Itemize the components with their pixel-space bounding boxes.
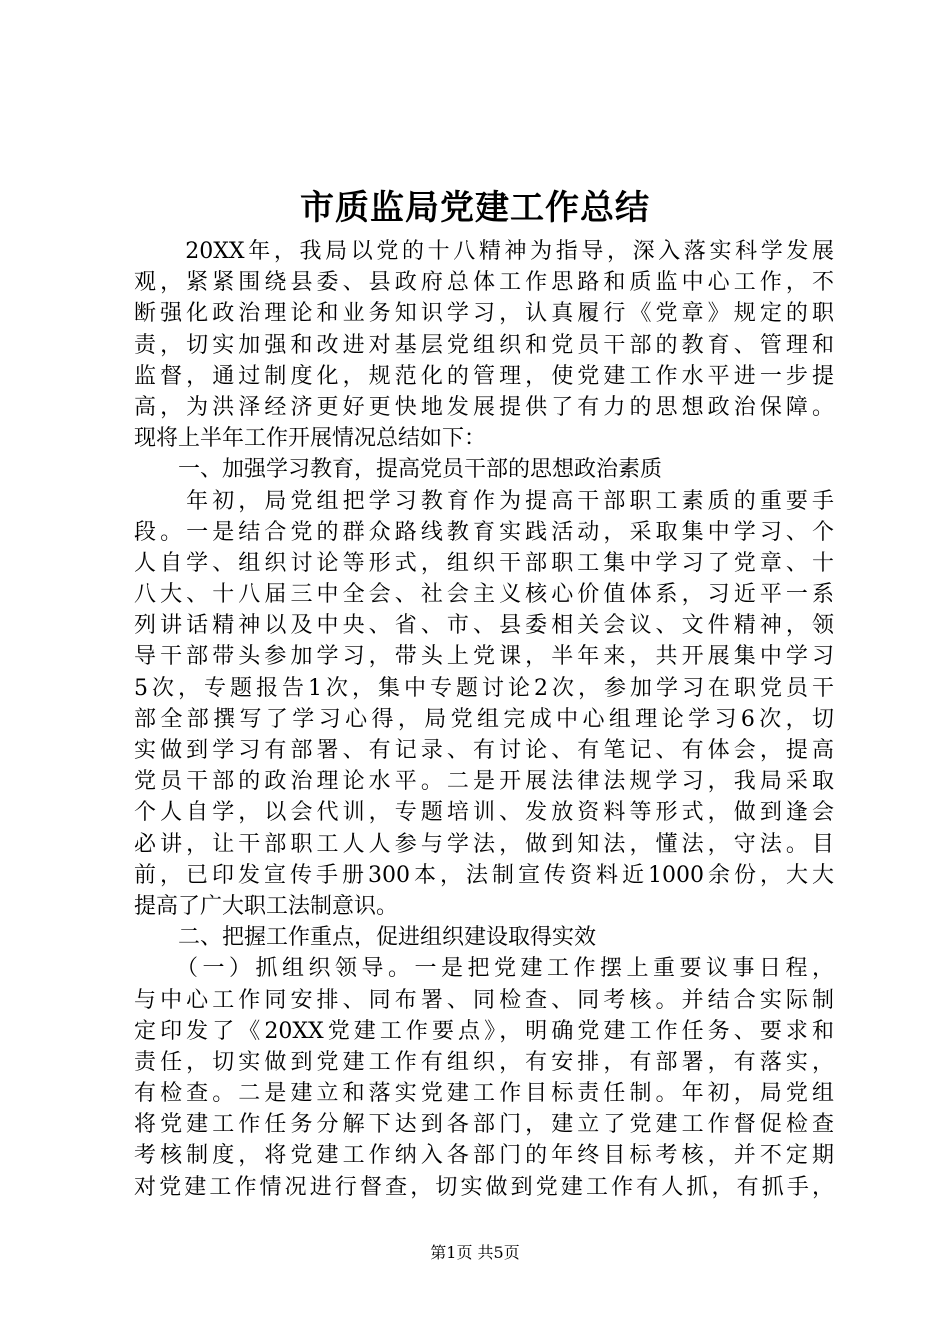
body-line: 个人自学，以会代训，专题培训、发放资料等形式，做到逢会 [134,800,834,826]
body-line: 年初，局党组把学习教育作为提高干部职工素质的重要手 [134,488,834,514]
body-line: 必讲，让干部职工人人参与学法，做到知法，懂法，守法。目 [134,831,834,857]
body-line: 20XX年，我局以党的十八精神为指导，深入落实科学发展 [134,239,834,264]
body-line: 对党建工作情况进行督查，切实做到党建工作有人抓，有抓手， [134,1174,834,1200]
body-line: 与中心工作同安排、同布署、同检查、同考核。并结合实际制 [134,987,834,1013]
document-body [134,236,834,1203]
body-line: 部全部撰写了学习心得，局党组完成中心组理论学习6次，切 [134,706,834,732]
body-line: 实做到学习有部署、有记录、有讨论、有笔记、有体会，提高 [134,738,834,763]
body-line: 列讲话精神以及中央、省、市、县委相关会议、文件精神，领 [134,613,834,639]
body-line: 导干部带头参加学习，带头上党课，半年来，共开展集中学习 [134,644,834,670]
body-line: 监督，通过制度化，规范化的管理，使党建工作水平进一步提 [134,363,834,389]
body-line: 段。一是结合党的群众路线教育实践活动，采取集中学习、个 [134,519,834,545]
body-line: 5次，专题报告1次，集中专题讨论2次，参加学习在职党员干 [134,675,834,701]
section-heading: 一、加强学习教育，提高党员干部的思想政治素质 [134,457,663,483]
page-number: 第1页 共5页 [430,1243,520,1262]
body-line: （一）抓组织领导。一是把党建工作摆上重要议事日程， [134,956,834,982]
body-line: 定印发了《20XX党建工作要点》，明确党建工作任务、要求和 [134,1018,834,1044]
body-line: 责，切实加强和改进对基层党组织和党员干部的教育、管理和 [134,332,834,358]
body-line: 提高了广大职工法制意识。 [134,893,399,919]
body-line: 人自学、组织讨论等形式，组织干部职工集中学习了党章、十 [134,550,834,576]
body-line: 前，已印发宣传手册300本，法制宣传资料近1000余份，大大 [134,862,834,888]
body-line: 党员干部的政治理论水平。二是开展法律法规学习，我局采取 [134,769,834,795]
body-line: 责任，切实做到党建工作有组织，有安排，有部署，有落实， [134,1049,834,1075]
section-heading: 二、把握工作重点，促进组织建设取得实效 [134,925,597,951]
body-line: 将党建工作任务分解下达到各部门，建立了党建工作督促检查 [134,1112,834,1138]
body-line: 观，紧紧围绕县委、县政府总体工作思路和质监中心工作，不 [134,270,834,296]
body-line: 八大、十八届三中全会、社会主义核心价值体系，习近平一系 [134,582,834,608]
body-line: 现将上半年工作开展情况总结如下： [134,426,487,452]
body-line: 断强化政治理论和业务知识学习，认真履行《党章》规定的职 [134,301,834,327]
body-line: 高，为洪泽经济更好更快地发展提供了有力的思想政治保障。 [134,394,834,420]
document-title: 市质监局党建工作总结 [300,188,650,228]
body-line: 考核制度，将党建工作纳入各部门的年终目标考核，并不定期 [134,1143,834,1169]
body-line: 有检查。二是建立和落实党建工作目标责任制。年初，局党组 [134,1081,834,1107]
